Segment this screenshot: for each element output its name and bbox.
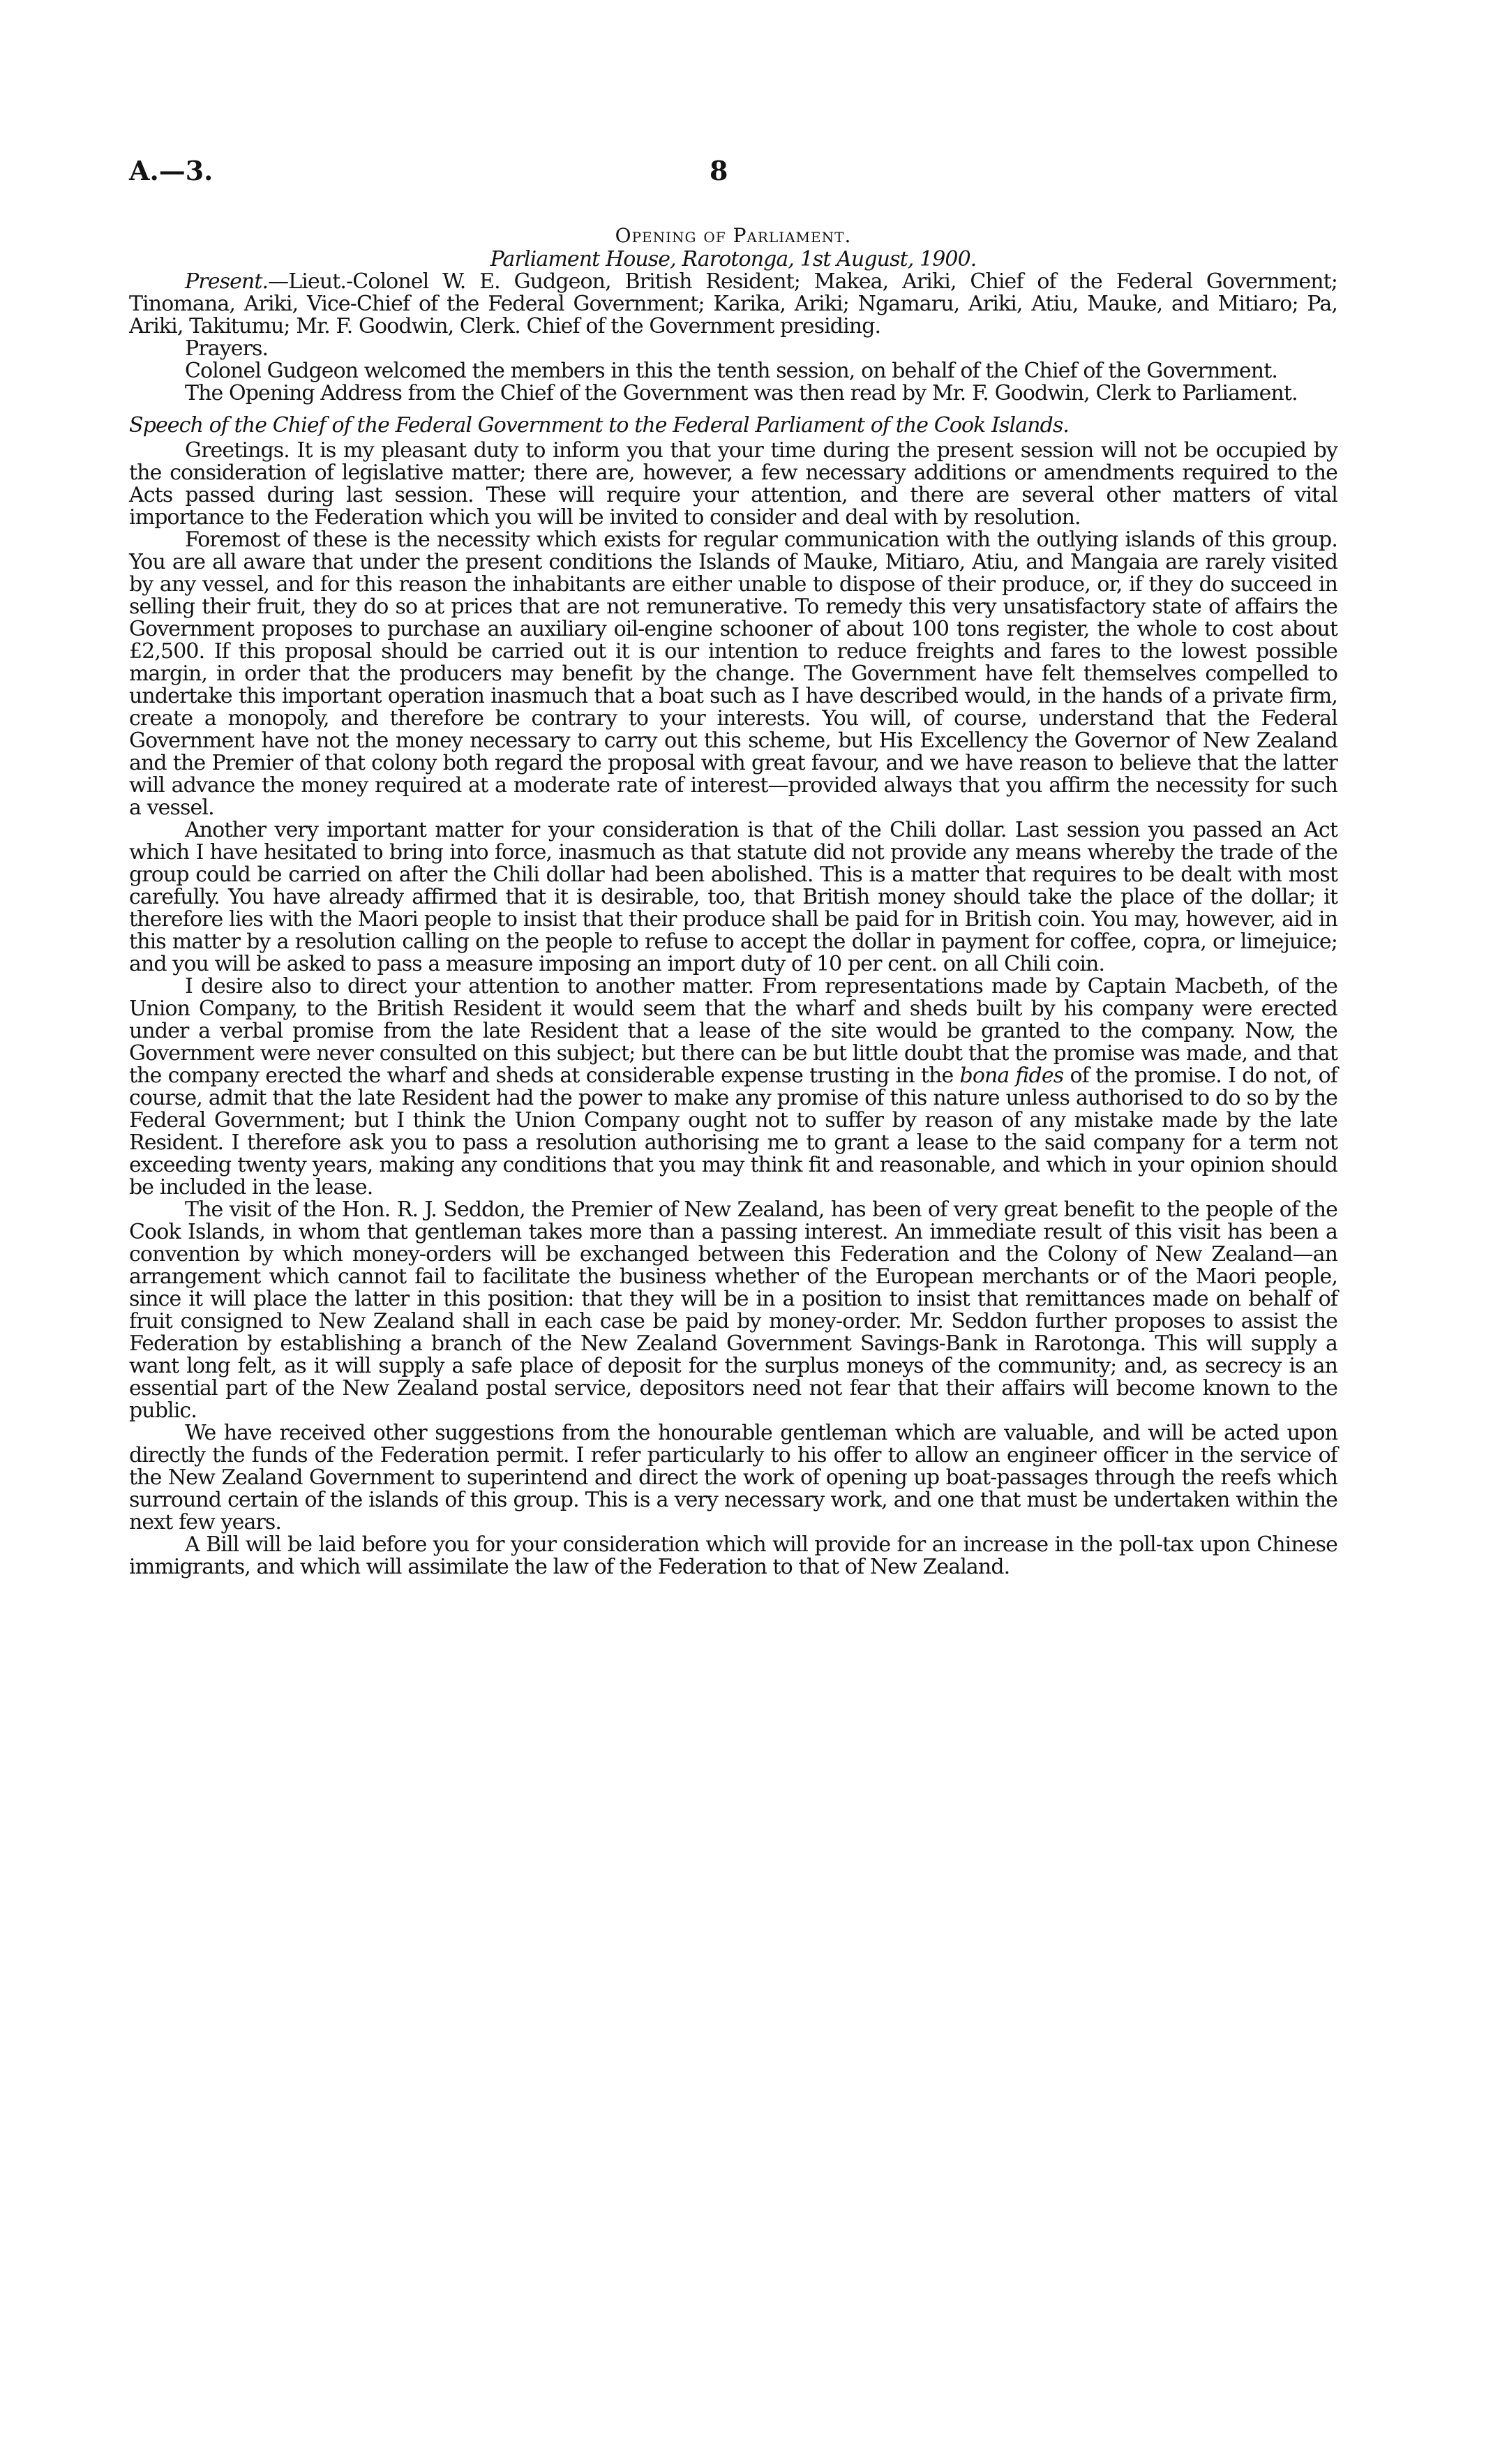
present-paragraph	[129, 271, 1337, 338]
speech-paragraph-communication: Foremost of these is the necessity which exists for regular communication with the outlying islands of this group. You are all aware that under the present conditions the Islands of Mauke, Mitiaro, Atiu, and Mangaia are rarely visited by any vessel, and for this reason the inhabitants are either unable to dispose of their produce, or, if they do succeed in selling their fruit, they do so at prices that are not remunerative. To remedy this very unsatisfactory state of affairs the Government proposes to purchase an auxiliary oil-engine schooner of about 100 tons register, the whole to cost about £2,500. If this proposal should be carried out it is our intention to reduce freights and fares to the lowest possible margin, in order that the producers may benefit by the change. The Government have felt themselves compelled to undertake this important operation inasmuch that a boat such as I have described would, in the hands of a private firm, create a monopoly, and therefore be contrary to your interests. You will, of course, understand that the Federal Government have not the money necessary to carry out this scheme, but His Excellency the Governor of New Zealand and the Premier of that colony both regard the proposal with great favour, and we have reason to believe that the latter will advance the money required at a moderate rate of interest—provided always that you affirm the necessity for such a vessel.	[129, 528, 1337, 820]
proceedings-welcome: Colonel Gudgeon welcomed the members in this the tenth session, on behalf of the Chief of the Government.	[185, 359, 1278, 383]
section-heading: Opening of Parliament.	[615, 224, 852, 247]
speech-paragraph-seddon-visit: The visit of the Hon. R. J. Seddon, the Premier of New Zealand, has been of very great benefit to the people of the Cook Islands, in whom that gentleman takes more than a passing interest. An immediate result of this visit has been a convention by which money-orders will be exchanged between this Federation and the Colony of New Zealand—an arrangement which cannot fail to facilitate the business whether of the European merchants or of the Maori people, since it will place the latter in this position: that they will be in a position to insist that remittances made on behalf of fruit consigned to New Zealand shall in each case be paid by money-order. Mr. Seddon further proposes to assist the Federation by establishing a branch of the New Zealand Government Savings-Bank in Rarotonga. This will supply a want long felt, as it will supply a safe place of deposit for the surplus moneys of the community; and, as secrecy is an essential part of the New Zealand postal service, depositors need not fear that their affairs will become known to the public.	[129, 1197, 1337, 1423]
wharf-text-before: I desire also to direct your attention to another matter. From representations made by Captain Macbeth, of the Union Company, to the British Resident it would seem that the wharf and sheds built by his company were erected under a verbal promise from the late Resident that a lease of the site would be granted to the company. Now, the Government were never consulted on this subject; but there can be but little doubt that the promise was made, and that the company erected the wharf and sheds at considerable expense trusting in the	[129, 974, 1337, 1088]
present-text: —Lieut.-Colonel W. E. Gudgeon, British Resident; Makea, Ariki, Chief of the Federal Government; Tinomana, Ariki, Vice-Chief of the Federal Government; Karika, Ariki; Ngamaru, Ariki, Atiu, Mauke, and Mitiaro; Pa, Ariki, Takitumu; Mr. F. Goodwin, Clerk. Chief of the Government presiding.	[129, 269, 1337, 338]
document-body	[129, 225, 1337, 1578]
proceedings-address: The Opening Address from the Chief of the Government was then read by Mr. F. Goodwin, Clerk to Parliament.	[185, 381, 1298, 405]
page-header	[129, 155, 1337, 204]
speech-paragraph-greetings: Greetings. It is my pleasant duty to inform you that your time during the present session will not be occupied by the consideration of legislative matter; there are, however, a few necessary additions or amendments required to the Acts passed during last session. These will require your attention, and there are several other matters of vital importance to the Federation which you will be invited to consider and deal with by resolution.	[129, 438, 1337, 530]
speech-paragraph-poll-tax: A Bill will be laid before you for your consideration which will provide for an increase in the poll-tax upon Chinese immigrants, and which will assimilate the law of the Federation to that of New Zealand.	[129, 1532, 1337, 1579]
wharf-text-after: of the promise. I do not, of course, admit that the late Resident had the power to make any promise of this nature unless authorised to do so by the Federal Government; but I think the Union Company ought not to suffer by reason of any mistake made by the late Resident. I therefore ask you to pass a resolution authorising me to grant a lease to the said company for a term not exceeding twenty years, making any conditions that you may think fit and reasonable, and which in your opinion should be included in the lease.	[129, 1063, 1337, 1200]
bona-fides-italic: bona fides	[959, 1063, 1064, 1088]
page-number: 8	[710, 155, 728, 186]
speech-title: Speech of the Chief of the Federal Government to the Federal Parliament of the Cook Islands.	[129, 413, 1070, 438]
page-reference: A.—3.	[129, 155, 213, 186]
present-label: Present.	[185, 269, 269, 294]
speech-paragraph-wharf-lease	[129, 976, 1337, 1199]
speech-paragraph-chili-dollar: Another very important matter for your consideration is that of the Chili dollar. Last session you passed an Act which I have hesitated to bring into force, inasmuch as that statute did not provide any means whereby the trade of the group could be carried on after the Chili dollar had been abolished. This is a matter that requires to be dealt with most carefully. You have already affirmed that it is desirable, too, that British money should take the place of the dollar; it therefore lies with the Maori people to insist that their produce shall be paid for in British coin. You may, however, aid in this matter by a resolution calling on the people to refuse to accept the dollar in payment for coffee, copra, or limejuice; and you will be asked to pass a measure imposing an import duty of 10 per cent. on all Chili coin.	[129, 818, 1337, 976]
venue-date-line: Parliament House, Rarotonga, 1st August, 1900.	[490, 247, 977, 271]
proceedings-prayers: Prayers.	[185, 336, 269, 361]
speech-paragraph-suggestions: We have received other suggestions from the honourable gentleman which are valuable, and will be acted upon directly the funds of the Federation permit. I refer particularly to his offer to allow an engineer officer in the service of the New Zealand Government to superintend and direct the work of opening up boat-passages through the reefs which surround certain of the islands of this group. This is a very necessary work, and one that must be undertaken within the next few years.	[129, 1421, 1337, 1535]
